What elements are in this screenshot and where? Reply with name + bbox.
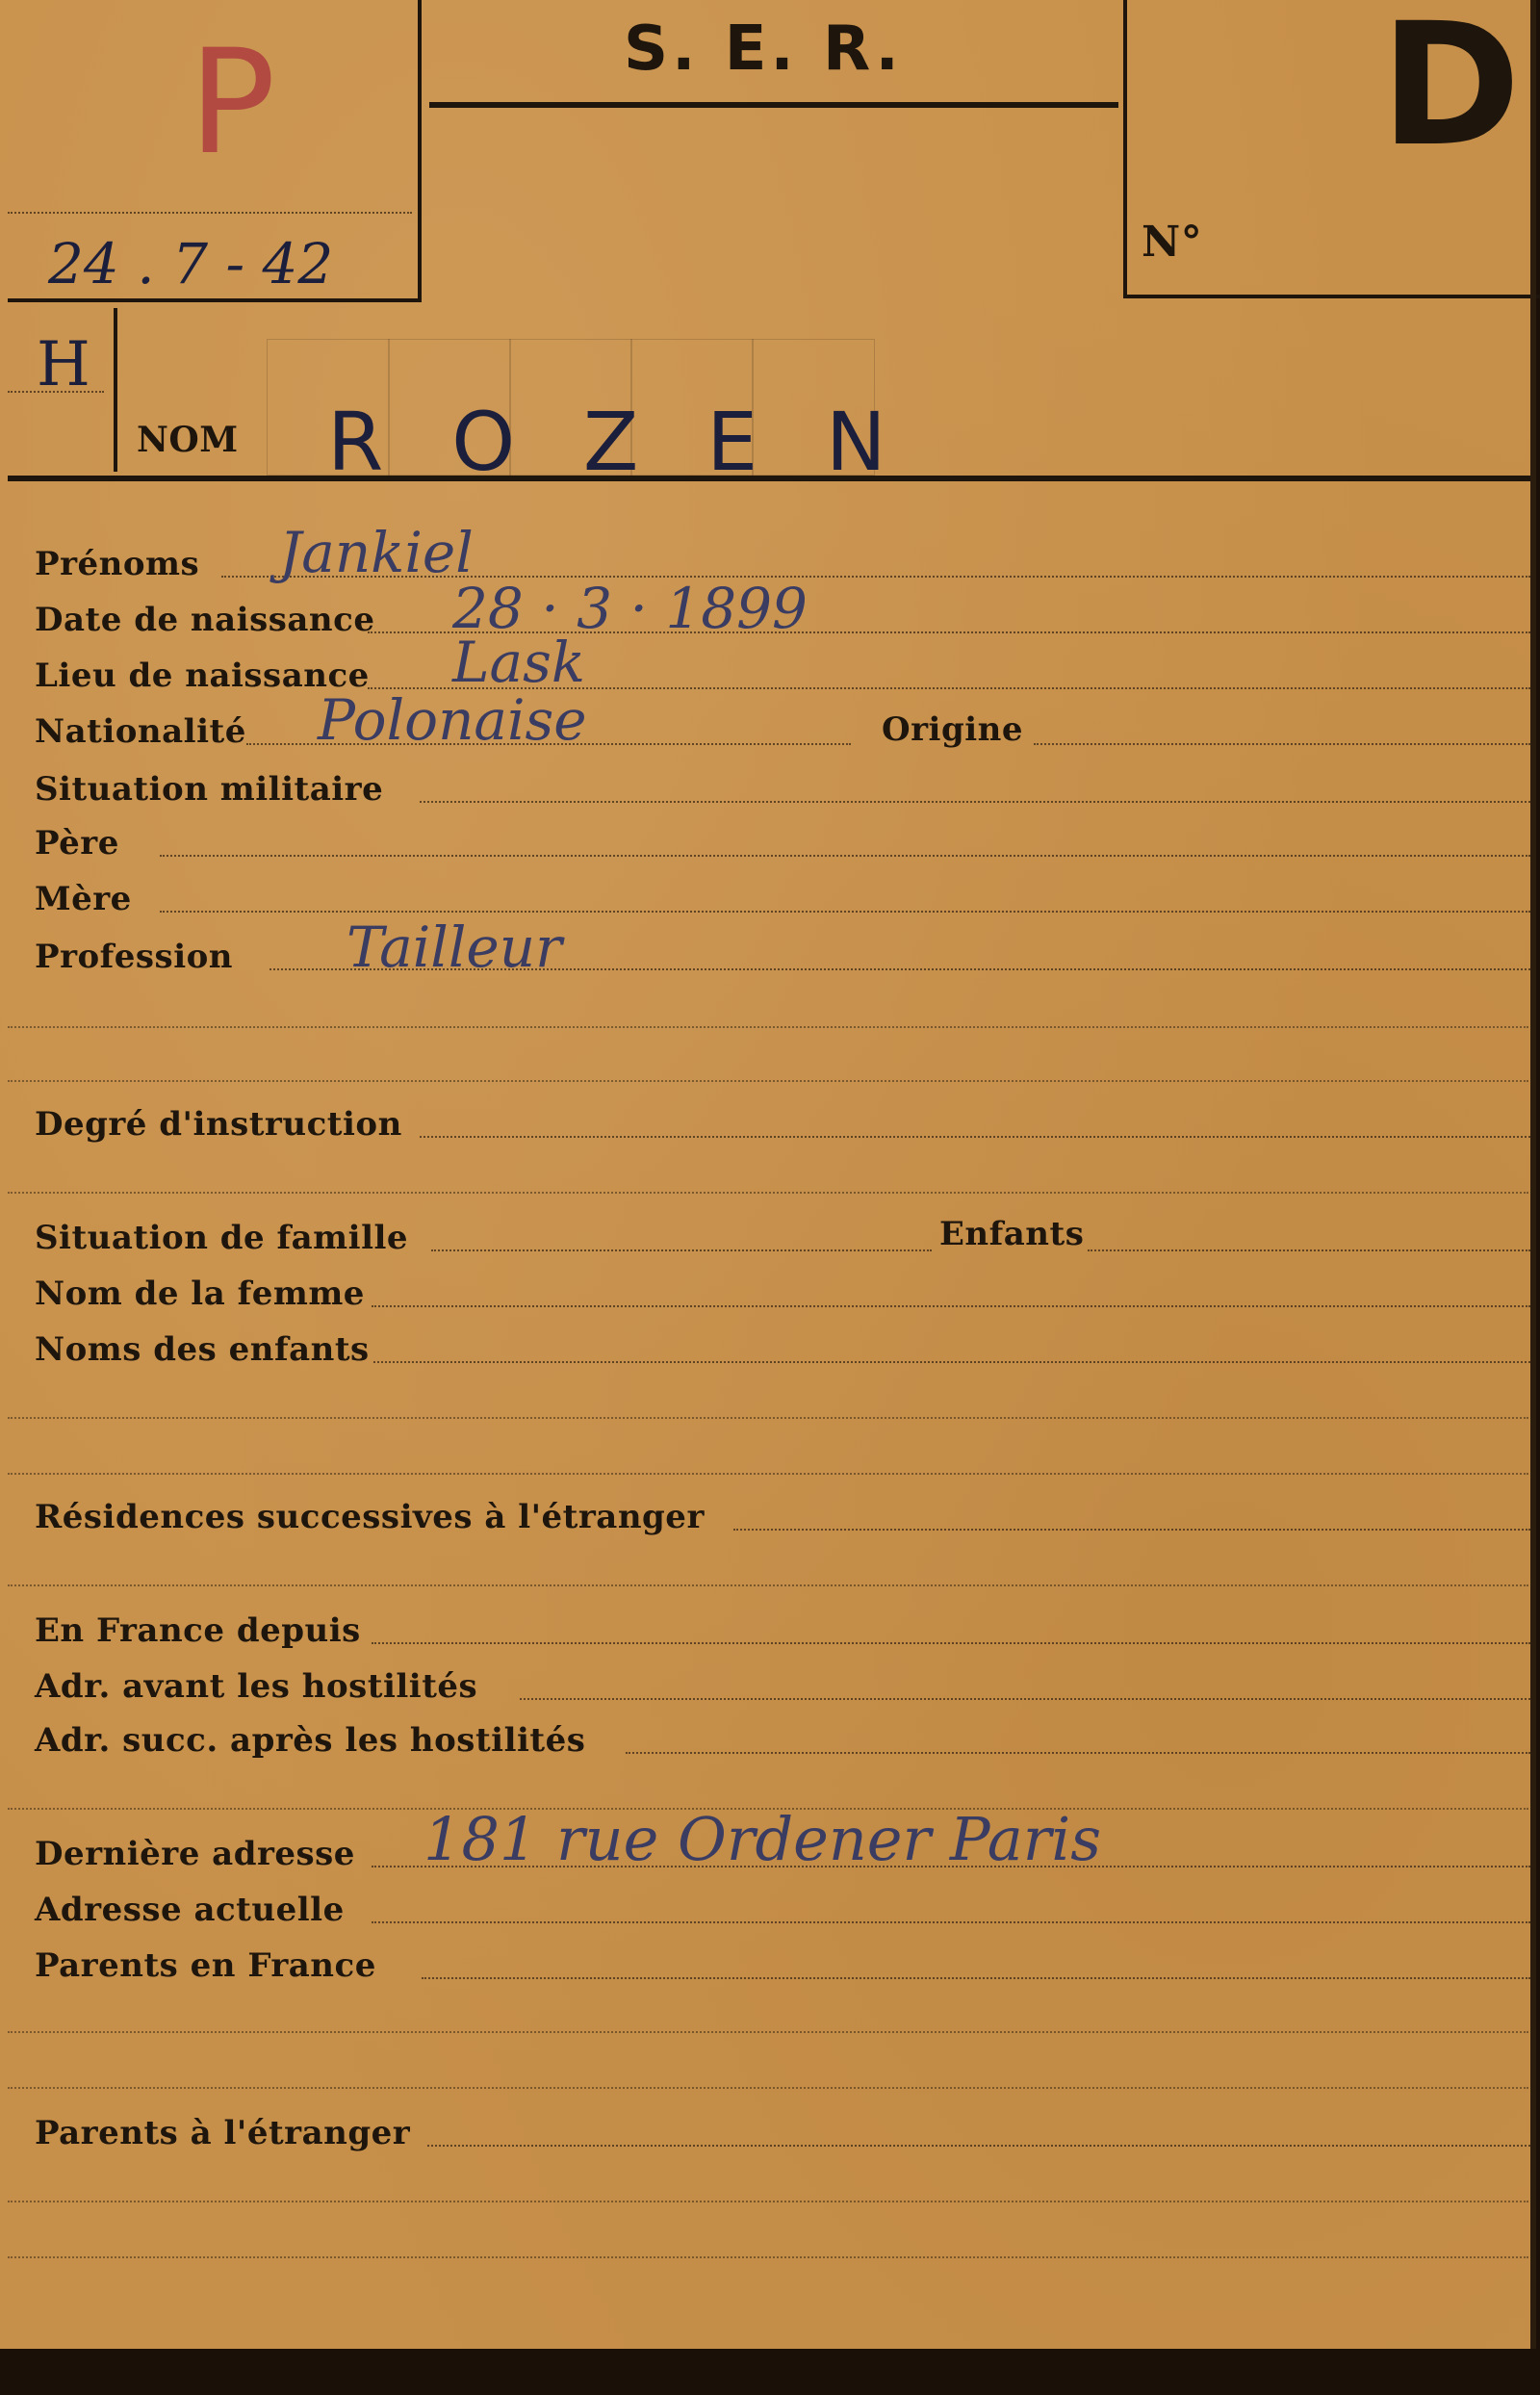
adr-avant-label: Adr. avant les hostilités bbox=[35, 1667, 478, 1706]
en-france-line bbox=[372, 1642, 1530, 1644]
pere-label: Père bbox=[35, 824, 119, 863]
number-box-bottom-border bbox=[1123, 295, 1540, 298]
adresse-actuelle-line bbox=[372, 1921, 1530, 1923]
blank-line bbox=[8, 2201, 1528, 2202]
prenoms-value: Jankiel bbox=[279, 520, 474, 585]
blank-line bbox=[8, 1417, 1528, 1419]
nom-femme-label: Nom de la femme bbox=[35, 1275, 365, 1313]
degre-instruction-line bbox=[420, 1136, 1530, 1138]
mere-line bbox=[160, 911, 1530, 913]
header-left-box-right-border bbox=[418, 0, 422, 302]
number-box-left-border bbox=[1123, 0, 1127, 298]
profession-value: Tailleur bbox=[346, 914, 562, 980]
profession-label: Profession bbox=[35, 938, 234, 976]
header-left-box-bottom-border bbox=[8, 298, 422, 302]
derniere-adresse-label: Dernière adresse bbox=[35, 1835, 355, 1873]
situation-militaire-line bbox=[420, 801, 1530, 803]
blank-line bbox=[8, 1192, 1528, 1194]
residences-line bbox=[733, 1529, 1530, 1531]
prenoms-label: Prénoms bbox=[35, 545, 200, 583]
blank-line bbox=[8, 2256, 1528, 2258]
mark-h: H bbox=[37, 329, 90, 400]
date-naissance-label: Date de naissance bbox=[35, 601, 375, 639]
adr-apres-line bbox=[626, 1752, 1530, 1754]
blank-line bbox=[8, 1473, 1528, 1475]
origine-label: Origine bbox=[882, 710, 1023, 749]
card-right-edge bbox=[1530, 0, 1536, 2349]
date-naissance-value: 28 · 3 · 1899 bbox=[452, 576, 808, 641]
lieu-naissance-value: Lask bbox=[452, 630, 586, 695]
adresse-actuelle-label: Adresse actuelle bbox=[35, 1891, 345, 1929]
parents-etranger-line bbox=[427, 2145, 1530, 2147]
blank-line bbox=[8, 2087, 1528, 2089]
mere-label: Mère bbox=[35, 880, 132, 918]
situation-famille-label: Situation de famille bbox=[35, 1219, 409, 1257]
nationalite-value: Polonaise bbox=[318, 687, 587, 753]
ser-heading: S. E. R. bbox=[624, 13, 903, 85]
en-france-label: En France depuis bbox=[35, 1611, 361, 1650]
lieu-naissance-label: Lieu de naissance bbox=[35, 657, 370, 695]
degre-instruction-label: Degré d'instruction bbox=[35, 1105, 402, 1144]
parents-france-line bbox=[422, 1977, 1530, 1979]
derniere-adresse-value: 181 rue Ordener Paris bbox=[424, 1804, 1102, 1874]
header-date-dotted bbox=[8, 212, 412, 214]
blank-line bbox=[8, 1080, 1528, 1082]
pere-line bbox=[160, 855, 1530, 857]
mark-p: P bbox=[189, 19, 276, 187]
origine-line bbox=[1034, 743, 1530, 745]
enfants-line bbox=[1088, 1249, 1530, 1251]
big-letter-d: D bbox=[1380, 0, 1522, 184]
situation-famille-line bbox=[431, 1249, 932, 1251]
nom-box-divider bbox=[114, 308, 117, 472]
adr-apres-label: Adr. succ. après les hostilités bbox=[35, 1721, 586, 1760]
blank-line bbox=[8, 2031, 1528, 2033]
situation-militaire-label: Situation militaire bbox=[35, 770, 384, 809]
noms-enfants-label: Noms des enfants bbox=[35, 1330, 370, 1369]
parents-etranger-label: Parents à l'étranger bbox=[35, 2114, 411, 2152]
residences-label: Résidences successives à l'étranger bbox=[35, 1498, 705, 1536]
blank-line bbox=[8, 1584, 1528, 1586]
nom-value: R O Z E N bbox=[327, 395, 908, 489]
numero-label: N° bbox=[1142, 218, 1203, 267]
enfants-label: Enfants bbox=[939, 1215, 1085, 1253]
blank-line bbox=[8, 1026, 1528, 1028]
header-date: 24 . 7 - 42 bbox=[48, 231, 334, 296]
ser-underline bbox=[429, 102, 1118, 108]
nom-label: NOM bbox=[137, 420, 239, 460]
parents-france-label: Parents en France bbox=[35, 1946, 376, 1985]
noms-enfants-line bbox=[373, 1361, 1530, 1363]
nationalite-label: Nationalité bbox=[35, 712, 246, 751]
adr-avant-line bbox=[520, 1698, 1530, 1700]
nom-femme-line bbox=[372, 1305, 1530, 1307]
